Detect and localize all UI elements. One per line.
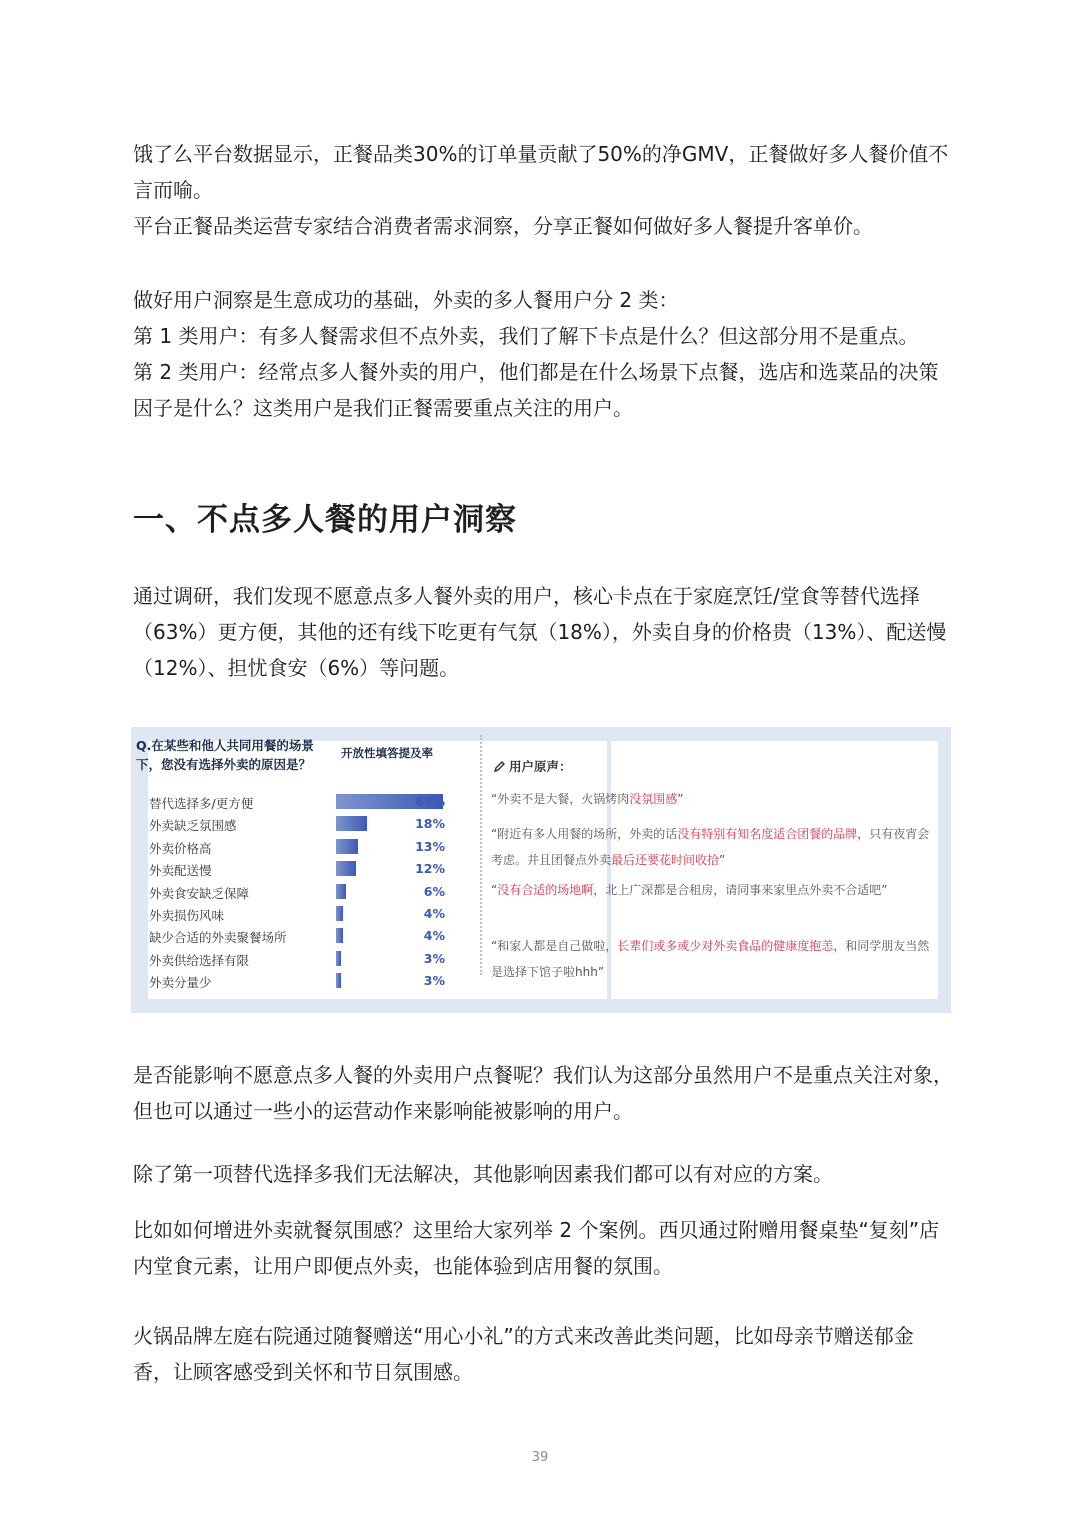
user-quote-1 bbox=[491, 786, 931, 812]
after-paragraph-3: 比如如何增进外卖就餐氛围感？这里给大家列举 2 个案例。西贝通过附赠用餐桌垫“复刻”店内堂食元素，让用户即便点外卖，也能体验到店用餐的氛围。 bbox=[133, 1218, 940, 1278]
chart-value-label: 12% bbox=[415, 861, 445, 877]
chart-value-label: 13% bbox=[415, 838, 445, 854]
quote-highlight: 没有合适的场地啊 bbox=[497, 883, 594, 897]
quote-highlight: 长辈们或多或少对外卖食品的健康度抱恙 bbox=[617, 939, 834, 953]
after-paragraph-1: 是否能影响不愿意点多人餐的外卖用户点餐呢？我们认为这部分虽然用户不是重点关注对象，但也可以通过一些小的运营动作来影响能被影响的用户。 bbox=[133, 1063, 953, 1123]
quote-text: ，和同学朋友当然是选择下馆子啦hhh” bbox=[491, 939, 930, 979]
chart-row bbox=[131, 791, 476, 813]
quote-text: ” bbox=[677, 792, 684, 806]
chart-bar bbox=[336, 951, 341, 966]
section-heading: 一、不点多人餐的用户洞察 bbox=[133, 502, 517, 538]
voices-title bbox=[493, 757, 572, 775]
chart-row bbox=[131, 858, 476, 880]
survey-figure bbox=[131, 727, 951, 1013]
chart-category-label: 外卖分量少 bbox=[149, 975, 212, 991]
chart-bar bbox=[336, 884, 346, 899]
after-paragraph-4: 火锅品牌左庭右院通过随餐赠送“用心小礼”的方式来改善此类问题，比如母亲节赠送郁金香，让顾客感受到关怀和节日氛围感。 bbox=[133, 1324, 914, 1384]
chart-row bbox=[131, 836, 476, 858]
quote-text: “外卖不是大餐，火锅烤肉 bbox=[491, 792, 630, 806]
chart-bar bbox=[336, 861, 356, 876]
quote-text: ，只有夜宵会考虑。并且团餐点外卖 bbox=[491, 827, 930, 867]
chart-category-label: 外卖食安缺乏保障 bbox=[149, 885, 250, 901]
intro-paragraph-2: 平台正餐品类运营专家结合消费者需求洞察，分享正餐如何做好多人餐提升客单价。 bbox=[133, 214, 873, 238]
page-number: 39 bbox=[531, 1450, 549, 1465]
quote-highlight: 最后还要花时间收拾 bbox=[611, 853, 720, 867]
voices-title-text: 用户原声： bbox=[509, 759, 572, 774]
chart-row bbox=[131, 903, 476, 925]
users-paragraph-2: 第 1 类用户：有多人餐需求但不点外卖，我们了解下卡点是什么？但这部分用不是重点。 bbox=[133, 324, 919, 348]
user-quote-2 bbox=[491, 821, 931, 873]
chart-row bbox=[131, 970, 476, 992]
chart-category-label: 缺少合适的外卖聚餐场所 bbox=[149, 930, 287, 946]
chart-category-label: 替代选择多/更方便 bbox=[149, 796, 254, 811]
users-paragraph-3: 第 2 类用户：经常点多人餐外卖的用户，他们都是在什么场景下点餐，选店和选菜品的决策因子是什么？这类用户是我们正餐需要重点关注的用户。 bbox=[133, 360, 939, 420]
chart-bar bbox=[336, 906, 343, 921]
chart-value-label: 4% bbox=[423, 905, 445, 921]
chart-row bbox=[131, 881, 476, 903]
quote-text: “和家人都是自己做啦， bbox=[491, 939, 618, 953]
chart-bar bbox=[336, 816, 367, 831]
quote-text: “附近有多人用餐的场所，外卖的话 bbox=[491, 827, 678, 841]
chart-question: Q.在某些和他人共同用餐的场景下，您没有选择外卖的原因是？ bbox=[136, 738, 314, 772]
quote-highlight: 没氛围感 bbox=[629, 792, 678, 806]
quote-text: ，北上广深都是合租房，请同事来家里点外卖不合适吧” bbox=[593, 883, 888, 897]
panel-divider bbox=[480, 735, 482, 975]
chart-category-label: 外卖损伤风味 bbox=[149, 907, 225, 923]
chart-category-label: 外卖价格高 bbox=[149, 840, 212, 856]
quote-text: “ bbox=[491, 883, 498, 897]
chart-value-label: 4% bbox=[423, 928, 445, 944]
pencil-icon bbox=[493, 760, 506, 773]
chart-category-label: 外卖配送慢 bbox=[149, 863, 212, 879]
quote-highlight: 没有特别有知名度适合团餐的品牌 bbox=[677, 827, 858, 841]
chart-row bbox=[131, 948, 476, 970]
chart-category-label: 外卖供给选择有限 bbox=[149, 952, 250, 968]
chart-row bbox=[131, 813, 476, 835]
chart-row bbox=[131, 925, 476, 947]
intro-paragraph-1: 饿了么平台数据显示，正餐品类30%的订单量贡献了50%的净GMV，正餐做好多人餐价值不言而喻。 bbox=[133, 142, 949, 202]
user-quote-4 bbox=[491, 933, 931, 985]
chart-rows bbox=[131, 791, 476, 993]
users-paragraph-1: 做好用户洞察是生意成功的基础，外卖的多人餐用户分 2 类： bbox=[133, 288, 679, 312]
chart-bar bbox=[336, 839, 358, 854]
chart-value-label: 3% bbox=[423, 973, 445, 989]
section-paragraph-1: 通过调研，我们发现不愿意点多人餐外卖的用户，核心卡点在于家庭烹饪/堂食等替代选择（63%）更方便，其他的还有线下吃更有气氛（18%），外卖自身的价格贵（13%）、配送慢（12%）、担忧食安（6%）等问题。 bbox=[133, 584, 947, 680]
user-quote-3 bbox=[491, 877, 931, 903]
chart-rate-header: 开放性填答提及率 bbox=[341, 746, 433, 760]
chart-bar bbox=[336, 973, 341, 988]
quote-text: ” bbox=[719, 853, 726, 867]
chart-value-label: 6% bbox=[423, 883, 445, 899]
chart-bar bbox=[336, 928, 343, 943]
chart-value-label: 18% bbox=[415, 816, 445, 832]
after-paragraph-2: 除了第一项替代选择多我们无法解决，其他影响因素我们都可以有对应的方案。 bbox=[133, 1162, 833, 1186]
chart-category-label: 外卖缺乏氛围感 bbox=[149, 818, 237, 834]
chart-value-label: 63% bbox=[415, 794, 445, 809]
chart-value-label: 3% bbox=[423, 950, 445, 966]
